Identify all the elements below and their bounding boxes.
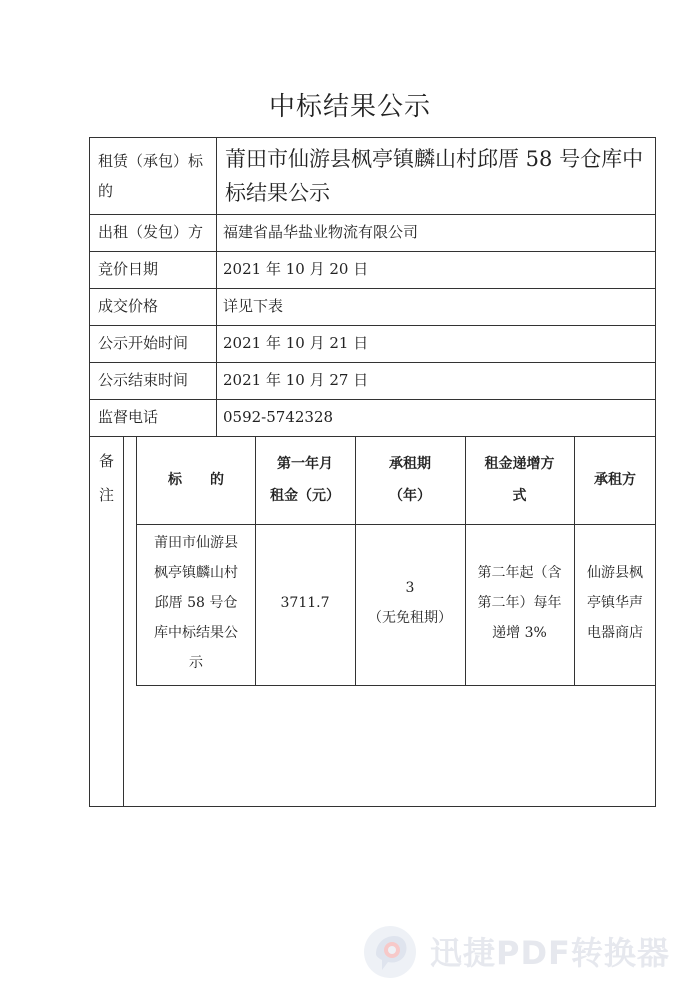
watermark-text: 迅捷PDF转换器 <box>430 934 670 972</box>
header-subject: 标 的 <box>168 472 224 488</box>
subject-label <box>98 146 216 206</box>
row-term-line1: 3 <box>405 580 415 596</box>
result-table <box>136 436 656 686</box>
header-increase-line1: 租金递增方 <box>484 456 555 472</box>
pdf-converter-logo-icon <box>362 924 418 980</box>
row-subject <box>137 528 255 678</box>
row-term-line2: （无免租期） <box>368 610 452 626</box>
row-lessee <box>574 558 656 648</box>
publicity-end-label: 公示结束时间 <box>98 371 189 389</box>
remarks-label-line1: 备 <box>98 452 114 470</box>
row-increase-line: 递增 3% <box>492 625 547 641</box>
info-table <box>89 137 656 807</box>
row-subject-line: 库中标结果公 <box>154 625 238 641</box>
header-term-line2: （年） <box>389 488 431 504</box>
subject-label-line1: 租赁（承包）标 <box>98 152 204 170</box>
publicity-start-value: 2021 年 10 月 21 日 <box>223 334 369 352</box>
hotline-label: 监督电话 <box>98 408 159 426</box>
remarks-label-line2: 注 <box>98 486 114 504</box>
row-term <box>355 573 465 633</box>
header-rent-increase <box>465 448 574 512</box>
remarks-label <box>90 444 123 512</box>
header-term-line1: 承租期 <box>389 456 431 472</box>
publicity-start-label: 公示开始时间 <box>98 334 189 352</box>
header-rent-line1: 第一年月 <box>277 456 333 472</box>
subject-value-line2: 标结果公示 <box>225 181 330 205</box>
hotline-value: 0592-5742328 <box>223 408 334 426</box>
header-lease-term <box>355 448 465 512</box>
header-first-year-rent <box>255 448 355 512</box>
header-rent-line2: 租金（元） <box>270 488 340 504</box>
subject-label-line2: 的 <box>98 182 114 200</box>
publicity-end-value: 2021 年 10 月 27 日 <box>223 371 369 389</box>
subject-value-line1: 莆田市仙游县枫亭镇麟山村邱厝 58 号仓库中 <box>225 147 644 171</box>
deal-price-value: 详见下表 <box>223 297 284 315</box>
lessor-value: 福建省晶华盐业物流有限公司 <box>223 223 419 241</box>
bid-date-value: 2021 年 10 月 20 日 <box>223 260 369 278</box>
row-lessee-line: 电器商店 <box>587 625 643 641</box>
deal-price-label: 成交价格 <box>98 297 159 315</box>
subject-value <box>225 142 655 210</box>
header-lessee: 承租方 <box>594 472 636 488</box>
row-subject-line: 莆田市仙游县 <box>154 535 238 551</box>
row-subject-line: 枫亭镇麟山村 <box>154 565 238 581</box>
row-increase <box>465 558 574 648</box>
header-increase-line2: 式 <box>512 488 527 504</box>
row-subject-line: 邱厝 58 号仓 <box>154 595 238 611</box>
bid-date-label: 竞价日期 <box>98 260 159 278</box>
lessor-label: 出租（发包）方 <box>98 223 204 241</box>
row-increase-line: 第二年起（含 <box>477 565 562 581</box>
row-lessee-line: 亭镇华声 <box>587 595 643 611</box>
row-lessee-line: 仙游县枫 <box>587 565 643 581</box>
page-title: 中标结果公示 <box>268 92 431 122</box>
row-subject-line: 示 <box>189 655 203 671</box>
row-rent: 3711.7 <box>280 595 330 611</box>
row-increase-line: 第二年）每年 <box>477 595 562 611</box>
